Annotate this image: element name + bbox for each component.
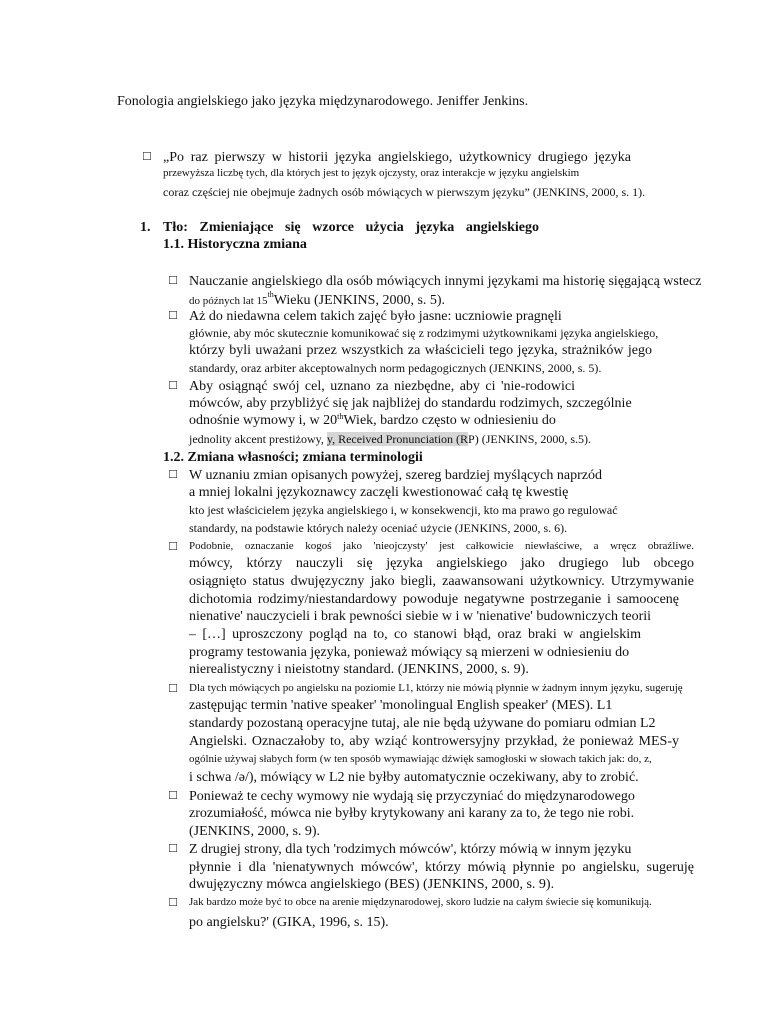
bullet-9-line-1: Jak bardzo może być to obce na arenie międzynarodowej, skoro ludzie na całym świecie się komunikują. xyxy=(189,896,652,908)
bullet-3-line-1: Aby osiągnąć swój cel, uznano za niezbędne, aby ci 'nie-rodowici xyxy=(189,379,575,394)
checkbox-bullet-icon: ☐ xyxy=(168,682,178,695)
subsection-heading-1-2: 1.2. Zmiana własności; zmiana terminologii xyxy=(163,450,423,465)
page-title: Fonologia angielskiego jako języka międzynarodowego. Jeniffer Jenkins. xyxy=(117,94,529,109)
bullet-5-line-2: mówcy, którzy nauczyli się języka angielskiego jako drugiego lub obcego xyxy=(189,556,694,571)
bullet-3-line-4: jednolity akcent prestiżowy, y, Received Pronunciation (RP) (JENKINS, 2000, s.5). xyxy=(189,432,592,446)
bullet-6-line-1: Dla tych mówiących po angielsku na poziomie L1, którzy nie mówią płynnie w żadnym innym języku, sugeruję xyxy=(189,682,683,694)
section-heading: Tło: Zmieniające się wzorce użycia języka angielskiego xyxy=(163,220,539,235)
checkbox-bullet-icon: ☐ xyxy=(168,540,178,553)
bullet-5-line-5: nienative' nauczycieli i brak pewności siebie w i w 'nienative' budowniczych teorii xyxy=(189,609,652,624)
bullet-2-line-2: głównie, aby móc skutecznie komunikować się z rodzimymi użytkownikami języka angielskiego, xyxy=(189,326,659,340)
checkbox-bullet-icon: ☐ xyxy=(168,468,178,481)
bullet-4-line-4: standardy, na podstawie których należy oceniać użycie (JENKINS, 2000, s. 6). xyxy=(189,521,568,535)
checkbox-bullet-icon: ☐ xyxy=(168,896,178,909)
bullet-2-line-3: którzy byli uważani przez wszystkich za właścicieli tego języka, strażników jego xyxy=(189,343,652,358)
checkbox-bullet-icon: ☐ xyxy=(168,309,178,322)
bullet-8-line-3: dwujęzyczny mówca angielskiego (BES) (JENKINS, 2000, s. 9). xyxy=(189,877,555,892)
checkbox-bullet-icon: ☐ xyxy=(142,150,152,163)
bullet-6-line-6: i schwa /ə/), mówiący w L2 nie byłby automatycznie oczekiwany, aby to zrobić. xyxy=(189,770,639,785)
bullet-5-line-6: – […] uproszczony pogląd na to, co stanowi błąd, oraz braki w angielskim xyxy=(189,627,641,642)
bullet-1-line-1: Nauczanie angielskiego dla osób mówiących innymi językami ma historię sięgającą wstecz xyxy=(189,274,702,289)
bullet-4-line-3: kto jest właścicielem języka angielskiego i, w konsekwencji, kto ma prawo go regulować xyxy=(189,503,618,517)
bullet-7-line-2: zrozumiałość, mówca nie byłby krytykowany ani karany za to, że tego nie robi. xyxy=(189,806,635,821)
checkbox-bullet-icon: ☐ xyxy=(168,274,178,287)
bullet-2-line-4: standardy, oraz arbiter akceptowalnych norm pedagogicznych (JENKINS, 2000, s. 5). xyxy=(189,361,602,375)
highlighted-text: y, Received Pronunciation (R xyxy=(326,432,469,446)
checkbox-bullet-icon: ☐ xyxy=(168,789,178,802)
bullet-5-line-8: nierealistyczny i nieistotny standard. (JENKINS, 2000, s. 9). xyxy=(189,662,529,677)
bullet-4-line-1: W uznaniu zmian opisanych powyżej, szereg bardziej myślących naprzód xyxy=(189,468,602,483)
bullet-4-line-2: a mniej lokalni językoznawcy zaczęli kwestionować całą tę kwestię xyxy=(189,485,569,500)
bullet-5-line-3: osiągnięto status dwujęzyczny jako biegli, zaawansowani użytkownicy. Utrzymywanie xyxy=(189,574,694,589)
bullet-3-line-2: mówców, aby przybliżyć się jak najbliżej do standardu rodzimych, szczególnie xyxy=(189,396,632,411)
bullet-1-line-2: do późnych lat 15thWieku (JENKINS, 2000, s. 5). xyxy=(189,290,446,308)
bullet-5-line-4: dichotomia rodzimy/niestandardowy powoduje negatywne postrzeganie i samoocenę xyxy=(189,592,679,607)
quote-line-1: „Po raz pierwszy w historii języka angielskiego, użytkownicy drugiego języka xyxy=(163,150,631,165)
bullet-3-line-3: odnośnie wymowy i, w 20thWiek, bardzo często w odniesieniu do xyxy=(189,412,556,428)
bullet-7-line-3: (JENKINS, 2000, s. 9). xyxy=(189,824,321,839)
subsection-heading-1-1: 1.1. Historyczna zmiana xyxy=(163,237,307,252)
bullet-6-line-4: Angielski. Oznaczałoby to, aby wziąć kontrowersyjny przykład, że ponieważ MES-y xyxy=(189,734,679,749)
checkbox-bullet-icon: ☐ xyxy=(168,379,178,392)
bullet-5-line-1: Podobnie, oznaczanie kogoś jako 'nieojczysty' jest całkowicie niewłaściwe, a wręcz obraźliwe. xyxy=(189,540,694,552)
bullet-5-line-7: programy testowania języka, ponieważ mówiący są mierzeni w odniesieniu do xyxy=(189,645,630,660)
bullet-8-line-1: Z drugiej strony, dla tych 'rodzimych mówców', którzy mówią w innym języku xyxy=(189,842,632,857)
bullet-8-line-2: płynnie i dla 'nienatywnych mówców', którzy mówią płynnie po angielsku, sugeruję xyxy=(189,860,694,875)
bullet-6-line-5: ogólnie używaj słabych form (w ten sposób wymawiając dźwięk samogłoski w słowach takich jak: do, z, xyxy=(189,753,652,765)
quote-line-3: coraz częściej nie obejmuje żadnych osób mówiących w pierwszym języku” (JENKINS, 2000, s. 1). xyxy=(163,185,646,199)
quote-line-2: przewyższa liczbę tych, dla których jest to język ojczysty, oraz interakcje w języku angielskim xyxy=(163,167,580,179)
section-number: 1. xyxy=(140,220,151,235)
bullet-6-line-2: zastępując termin 'native speaker' 'monolingual English speaker' (MES). L1 xyxy=(189,698,613,713)
checkbox-bullet-icon: ☐ xyxy=(168,842,178,855)
bullet-6-line-3: standardy pozostaną operacyjne tutaj, ale nie będą używane do pomiaru odmian L2 xyxy=(189,716,656,731)
bullet-9-line-2: po angielsku?' (GIKA, 1996, s. 15). xyxy=(189,915,389,930)
bullet-2-line-1: Aż do niedawna celem takich zajęć było jasne: uczniowie pragnęli xyxy=(189,309,562,324)
bullet-7-line-1: Ponieważ te cechy wymowy nie wydają się przyczyniać do międzynarodowego xyxy=(189,789,635,804)
